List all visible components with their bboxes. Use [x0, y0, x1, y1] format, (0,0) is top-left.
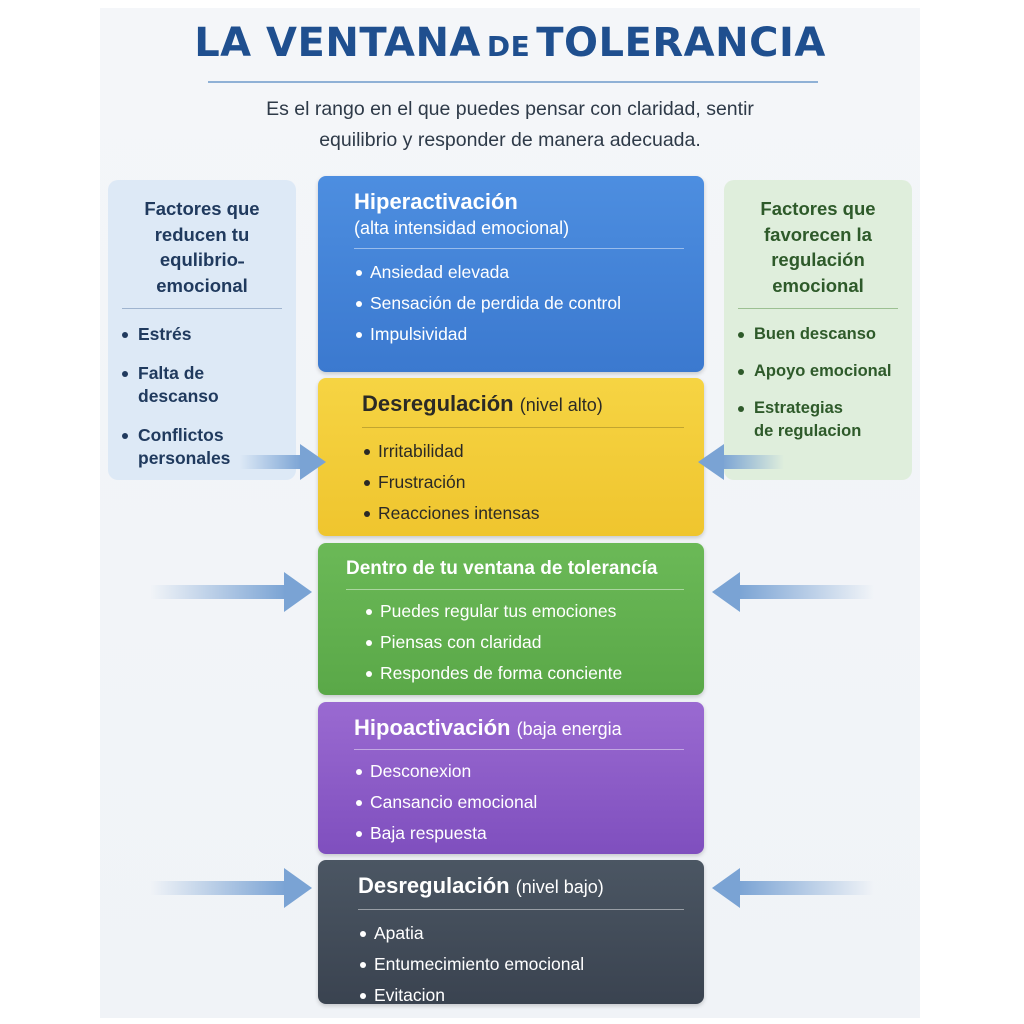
zone-divider — [346, 589, 684, 590]
arrow-left-icon — [698, 440, 784, 484]
zone-divider — [362, 427, 684, 428]
zone-header — [362, 390, 684, 419]
list-item: Puedes regular tus emociones — [364, 596, 684, 627]
zone-subtitle: (nivel bajo) — [515, 877, 604, 897]
list-item: Cansancio emocional — [354, 787, 684, 818]
list-item: Frustración — [362, 467, 684, 498]
list-item — [736, 397, 900, 443]
panel-divider — [738, 308, 898, 309]
item-line: Apoyo emocional — [754, 362, 892, 380]
arrow-left-icon — [712, 866, 874, 910]
zone-divider — [358, 909, 684, 910]
item-line: Buen descanso — [754, 325, 876, 343]
page-title — [100, 20, 920, 66]
heading-line: regulación — [771, 249, 865, 270]
item-line: personales — [138, 448, 231, 468]
list-item: Respondes de forma conciente — [364, 658, 684, 689]
list-item: Baja respuesta — [354, 818, 684, 849]
subtitle-line-1: Es el rango en el que puedes pensar con claridad, sentir — [266, 98, 754, 120]
zone-divider — [354, 749, 684, 750]
arrow-right-icon — [240, 440, 326, 484]
zone-window-of-tolerance — [318, 543, 704, 695]
subtitle — [150, 94, 870, 156]
list-item — [120, 323, 284, 346]
item-line: Estrategias — [754, 399, 843, 417]
arrow-right-icon — [150, 866, 312, 910]
zone-title: Desregulación — [362, 391, 514, 416]
zone-dysregulation-low — [318, 860, 704, 1004]
list-item: Apatia — [358, 918, 684, 949]
heading-line: reducen tu — [154, 223, 250, 245]
zone-subtitle: (baja energia — [516, 719, 622, 739]
zone-list — [354, 257, 684, 350]
zone-title: Hipoactivación — [354, 715, 511, 740]
subtitle-line-2: equilibrio y responder de manera adecuada. — [319, 129, 701, 151]
favoring-factors-list — [736, 323, 900, 443]
item-line: de regulacion — [754, 422, 862, 440]
list-item: Ansiedad elevada — [354, 257, 684, 288]
title-divider — [208, 81, 818, 83]
list-item: Entumecimiento emocional — [358, 949, 684, 980]
arrow-left-icon — [712, 570, 874, 614]
list-item — [736, 360, 900, 383]
heading-line: equlibrio˗ — [159, 249, 245, 270]
zone-hyperarousal — [318, 176, 704, 372]
zone-list — [354, 756, 684, 849]
item-line: Falta de — [138, 363, 205, 383]
favoring-factors-heading — [736, 196, 900, 298]
heading-line: emocional — [156, 274, 248, 296]
favoring-factors-panel — [724, 180, 912, 480]
title-left: LA VENTANA — [194, 20, 481, 66]
zone-list — [362, 436, 684, 529]
heading-line: Factores que — [144, 198, 260, 219]
list-item: Irritabilidad — [362, 436, 684, 467]
zone-dysregulation-high — [318, 378, 704, 536]
heading-line: Factores que — [760, 198, 876, 219]
zone-subtitle: (nivel alto) — [519, 395, 603, 415]
item-line: Estrés — [138, 324, 192, 344]
heading-line: emocional — [772, 274, 864, 296]
zone-title: Desregulación — [358, 873, 510, 898]
list-item — [736, 323, 900, 346]
heading-line: favorecen la — [764, 223, 872, 245]
zone-subtitle: (alta intensidad emocional) — [354, 218, 570, 238]
list-item: Piensas con claridad — [364, 627, 684, 658]
zone-hypoarousal — [318, 702, 704, 854]
list-item — [120, 362, 284, 408]
item-line: descanso — [138, 386, 219, 406]
panel-divider — [122, 308, 282, 309]
list-item: Desconexion — [354, 756, 684, 787]
zone-list — [346, 596, 684, 689]
item-line: Conflictos — [138, 425, 224, 445]
list-item: Impulsividad — [354, 319, 684, 350]
reducing-factors-heading — [120, 196, 284, 298]
zone-divider — [354, 248, 684, 249]
list-item: Reacciones intensas — [362, 498, 684, 529]
zone-title: Hiperactivación — [354, 189, 518, 214]
title-right: TOLERANCIA — [536, 20, 826, 66]
zone-header — [358, 872, 684, 901]
zone-list — [358, 918, 684, 1011]
zone-header — [354, 714, 684, 743]
title-connector: DE — [486, 30, 531, 63]
reducing-factors-panel — [108, 180, 296, 480]
arrow-right-icon — [150, 570, 312, 614]
list-item: Evitacion — [358, 980, 684, 1011]
list-item: Sensación de perdida de control — [354, 288, 684, 319]
zone-title: Dentro de tu ventana de tolerancía — [346, 558, 658, 579]
